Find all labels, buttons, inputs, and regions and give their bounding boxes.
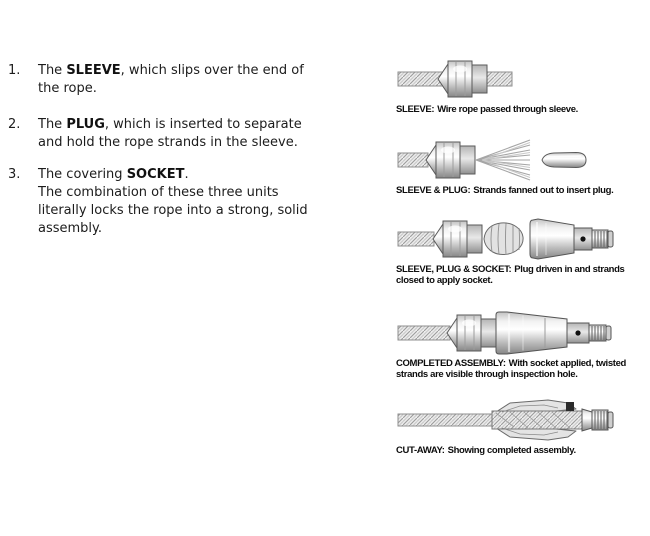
caption-text: With socket applied, twisted strands are visible through inspection hole. bbox=[396, 358, 626, 380]
text-pre: The bbox=[38, 117, 67, 132]
cut-away-illustration bbox=[396, 397, 620, 443]
text-line bbox=[38, 166, 318, 184]
text-term: PLUG bbox=[66, 117, 105, 132]
socket-part bbox=[530, 219, 613, 259]
figure-sleeve-plug-socket bbox=[396, 216, 630, 286]
threaded-stud bbox=[592, 410, 613, 430]
text-post: . bbox=[184, 167, 189, 182]
list-item-number: 1. bbox=[8, 63, 21, 78]
figure-cut-away bbox=[396, 397, 630, 456]
figure-caption bbox=[396, 445, 630, 456]
text-extra: The combination of these three units literally locks the rope into a strong, solid assembly. bbox=[38, 185, 308, 236]
list-item bbox=[8, 166, 338, 238]
text-post: , which is inserted to separate and hold the rope strands in the sleeve. bbox=[38, 117, 302, 150]
list-item-number: 3. bbox=[8, 167, 21, 182]
closed-strands-bulb bbox=[484, 223, 523, 255]
text-term: SOCKET bbox=[126, 167, 185, 182]
list-item bbox=[8, 116, 338, 152]
sleeve-plug-socket-illustration bbox=[396, 216, 620, 262]
caption-label: CUT-AWAY: bbox=[396, 445, 445, 456]
figure-sleeve-plug bbox=[396, 137, 630, 196]
list-item-text bbox=[38, 62, 318, 98]
figure-caption bbox=[396, 104, 630, 115]
text-post: , which slips over the end of the rope. bbox=[38, 63, 304, 96]
text-term: SLEEVE bbox=[66, 63, 121, 78]
caption-label: SLEEVE: bbox=[396, 104, 435, 115]
applied-socket bbox=[496, 312, 611, 354]
list-item-text bbox=[38, 166, 318, 238]
figure-caption bbox=[396, 264, 630, 286]
cut-plug-detail bbox=[566, 402, 574, 411]
sleeve-plug-illustration bbox=[396, 137, 620, 183]
figure-caption bbox=[396, 185, 630, 196]
text-pre: The covering bbox=[38, 167, 127, 182]
list-item-number: 2. bbox=[8, 117, 21, 132]
figure-column bbox=[396, 0, 630, 536]
instruction-list bbox=[8, 62, 338, 238]
completed-assembly-illustration bbox=[396, 310, 620, 356]
caption-text: Showing completed assembly. bbox=[447, 445, 576, 456]
figure-sleeve bbox=[396, 56, 630, 115]
caption-label: SLEEVE & PLUG: bbox=[396, 185, 471, 196]
list-item bbox=[8, 62, 338, 98]
figure-caption bbox=[396, 358, 630, 380]
figure-completed-assembly bbox=[396, 310, 630, 380]
caption-text: Strands fanned out to insert plug. bbox=[473, 185, 614, 196]
fanned-strands bbox=[476, 140, 530, 180]
caption-text: Plug driven in and strands closed to apply socket. bbox=[396, 264, 625, 286]
caption-text: Wire rope passed through sleeve. bbox=[437, 104, 578, 115]
list-item-text bbox=[38, 116, 318, 152]
text-pre: The bbox=[38, 63, 67, 78]
sleeve-illustration bbox=[396, 56, 620, 102]
caption-label: COMPLETED ASSEMBLY: bbox=[396, 358, 506, 369]
caption-label: SLEEVE, PLUG & SOCKET: bbox=[396, 264, 512, 275]
plug-part bbox=[542, 153, 586, 168]
